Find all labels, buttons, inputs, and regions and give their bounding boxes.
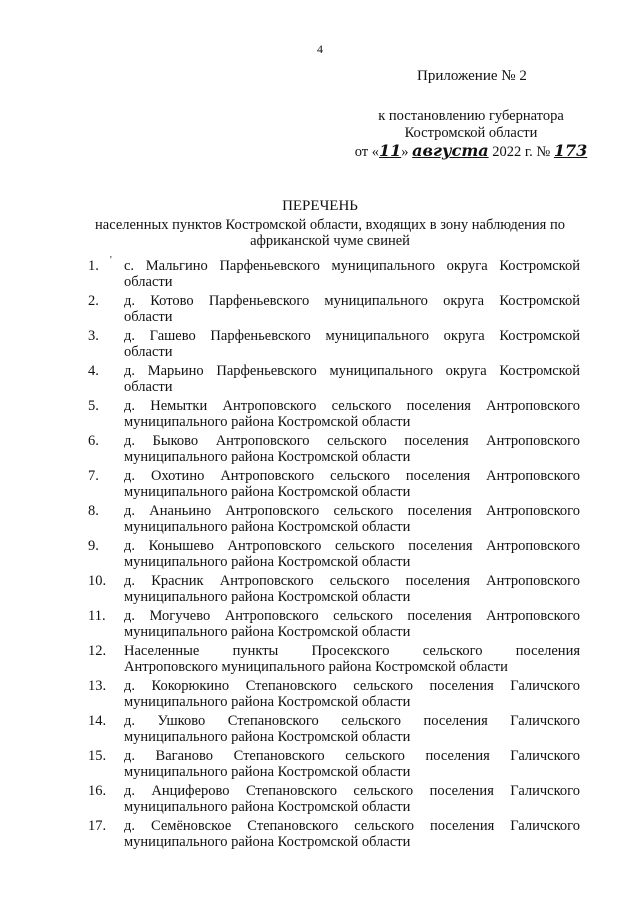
- list-item-number: 1.: [88, 258, 99, 274]
- list-item-text: [124, 538, 580, 570]
- list-item: [88, 783, 580, 818]
- list-item-number: 17.: [88, 818, 107, 834]
- list-item: [88, 363, 580, 398]
- list-item-number: 3.: [88, 328, 99, 344]
- list-item: [88, 818, 580, 853]
- list-item: [88, 433, 580, 468]
- list-item-line-1: д. Могучево Антроповского сельского поселения Антроповского: [124, 608, 580, 624]
- list-item-line-2: муниципального района Костромской области: [124, 519, 411, 535]
- decree-line-1: к постановлению губернатора: [378, 108, 564, 124]
- list-item-text: [124, 468, 580, 500]
- document-title: ПЕРЕЧЕНЬ: [282, 198, 358, 214]
- list-item-number: 2.: [88, 293, 99, 309]
- decree-date-line: [340, 142, 602, 161]
- list-item-line-2: муниципального района Костромской области: [124, 414, 411, 430]
- list-item-line-1: д. Анциферово Степановского сельского поселения Галичского: [124, 783, 580, 799]
- decree-mid: »: [401, 144, 409, 160]
- list-item-number: 5.: [88, 398, 99, 414]
- list-item-text: [124, 678, 580, 710]
- list-item-number: 6.: [88, 433, 99, 449]
- list-item-number: 9.: [88, 538, 99, 554]
- settlement-list: [88, 258, 580, 853]
- list-item-text: [124, 748, 580, 780]
- list-item-text: [124, 573, 580, 605]
- list-item-text: [124, 608, 580, 640]
- decree-day: 11: [378, 141, 402, 160]
- list-item-number: 12.: [88, 643, 107, 659]
- document-subtitle: населенных пунктов Костромской области, входящих в зону наблюдения по африканской чуме свиней: [95, 217, 565, 249]
- list-item: [88, 643, 580, 678]
- list-item-line-2: муниципального района Костромской области: [124, 589, 411, 605]
- list-item-number: 4.: [88, 363, 99, 379]
- list-item-number: 15.: [88, 748, 107, 764]
- list-item: [88, 573, 580, 608]
- list-item-text: [124, 363, 580, 395]
- list-item-line-1: д. Ананьино Антроповского сельского поселения Антроповского: [124, 503, 580, 519]
- list-item: [88, 538, 580, 573]
- list-item-line-2: Антроповского муниципального района Костромской области: [124, 659, 508, 675]
- list-item-line-1: д. Котово Парфеньевского муниципального округа Костромской: [124, 293, 580, 309]
- list-item: [88, 398, 580, 433]
- list-item-line-2: муниципального района Костромской области: [124, 554, 411, 570]
- list-item-text: [124, 258, 580, 290]
- list-item-line-1: д. Конышево Антроповского сельского поселения Антроповского: [124, 538, 580, 554]
- list-item-line-1: с. Мальгино Парфеньевского муниципального округа Костромской: [124, 258, 580, 274]
- stray-mark: ': [110, 255, 112, 266]
- list-item-line-2: муниципального района Костромской области: [124, 449, 411, 465]
- list-item: [88, 258, 580, 293]
- list-item-line-2: области: [124, 379, 173, 395]
- list-item-line-2: муниципального района Костромской области: [124, 624, 411, 640]
- decree-from: от «: [354, 144, 379, 160]
- list-item-number: 13.: [88, 678, 107, 694]
- list-item-number: 14.: [88, 713, 107, 729]
- list-item: [88, 713, 580, 748]
- list-item-number: 7.: [88, 468, 99, 484]
- list-item-line-1: д. Гашево Парфеньевского муниципального округа Костромской: [124, 328, 580, 344]
- list-item: [88, 293, 580, 328]
- list-item-number: 10.: [88, 573, 107, 589]
- list-item-number: 16.: [88, 783, 107, 799]
- list-item-text: [124, 433, 580, 465]
- list-item-line-2: муниципального района Костромской области: [124, 764, 411, 780]
- list-item-line-2: области: [124, 309, 173, 325]
- list-item-text: [124, 643, 580, 675]
- list-item-line-1: д. Немытки Антроповского сельского поселения Антроповского: [124, 398, 580, 414]
- decree-reference: [340, 108, 602, 161]
- list-item-line-2: муниципального района Костромской области: [124, 834, 411, 850]
- list-item: [88, 328, 580, 363]
- list-item-line-2: области: [124, 274, 173, 290]
- list-item-text: [124, 783, 580, 815]
- list-item-number: 8.: [88, 503, 99, 519]
- list-item-text: [124, 818, 580, 850]
- list-item-line-1: Населенные пункты Просекского сельского поселения: [124, 643, 580, 659]
- decree-line-2: Костромской области: [404, 125, 538, 141]
- list-item-line-1: д. Быково Антроповского сельского поселения Антроповского: [124, 433, 580, 449]
- list-item-line-1: д. Охотино Антроповского сельского поселения Антроповского: [124, 468, 580, 484]
- list-item-line-1: д. Ушково Степановского сельского поселения Галичского: [124, 713, 580, 729]
- list-item-line-1: д. Семёновское Степановского сельского поселения Галичского: [124, 818, 580, 834]
- list-item-line-2: области: [124, 344, 173, 360]
- page-number: 4: [317, 42, 323, 56]
- list-item: [88, 608, 580, 643]
- list-item-text: [124, 293, 580, 325]
- list-item: [88, 748, 580, 783]
- list-item: [88, 468, 580, 503]
- list-item-line-1: д. Красник Антроповского сельского поселения Антроповского: [124, 573, 580, 589]
- annex-label: Приложение № 2: [417, 68, 527, 84]
- list-item-line-1: д. Кокорюкино Степановского сельского поселения Галичского: [124, 678, 580, 694]
- list-item-text: [124, 328, 580, 360]
- list-item-text: [124, 713, 580, 745]
- list-item: [88, 503, 580, 538]
- list-item-text: [124, 398, 580, 430]
- decree-month: августа: [412, 141, 489, 160]
- list-item-text: [124, 503, 580, 535]
- list-item-number: 11.: [88, 608, 106, 624]
- decree-number: 173: [553, 141, 588, 160]
- list-item-line-1: д. Марьино Парфеньевского муниципального округа Костромской: [124, 363, 580, 379]
- list-item-line-2: муниципального района Костромской области: [124, 694, 411, 710]
- list-item-line-1: д. Ваганово Степановского сельского поселения Галичского: [124, 748, 580, 764]
- list-item-line-2: муниципального района Костромской области: [124, 799, 411, 815]
- decree-year: 2022 г. №: [492, 144, 551, 160]
- list-item: [88, 678, 580, 713]
- list-item-line-2: муниципального района Костромской области: [124, 729, 411, 745]
- list-item-line-2: муниципального района Костромской области: [124, 484, 411, 500]
